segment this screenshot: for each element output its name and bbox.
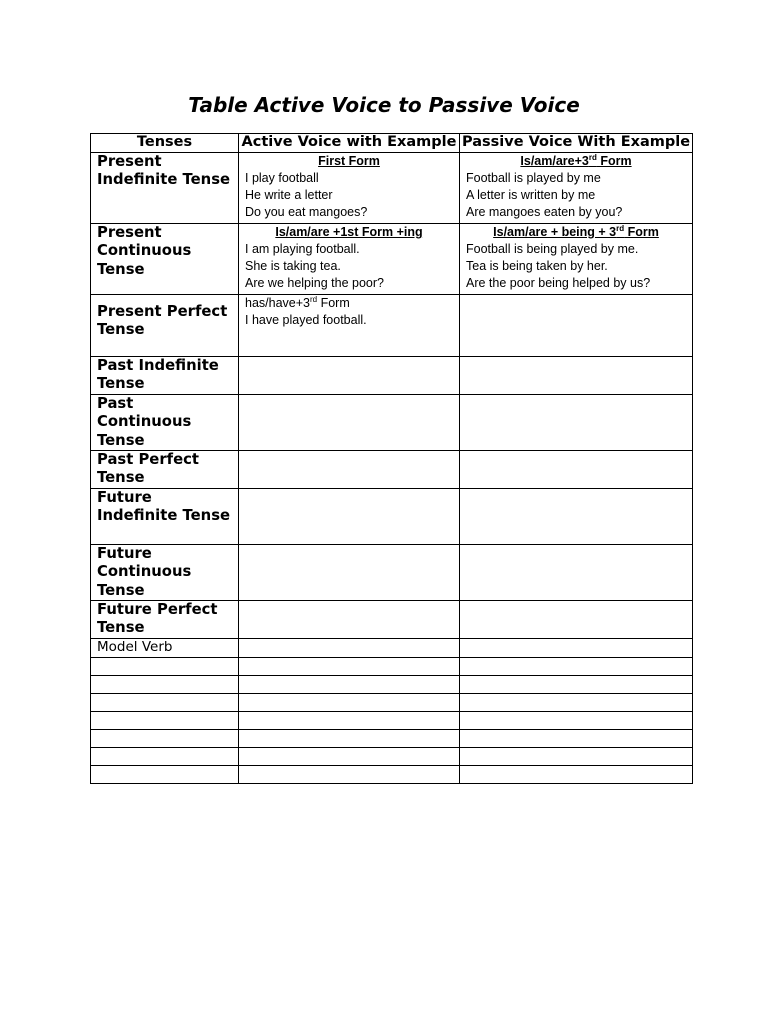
passive-rule: Is/am/are + being + 3rd Form [493, 223, 659, 239]
empty-row [91, 748, 693, 766]
tense-cell: Present Continuous Tense [91, 224, 239, 295]
empty-cell [460, 676, 693, 694]
empty-row [91, 730, 693, 748]
active-example-cell [239, 224, 460, 295]
active-example-line: I have played football. [245, 313, 367, 327]
empty-row [91, 676, 693, 694]
active-example-line: Do you eat mangoes? [245, 205, 368, 219]
table-row [91, 295, 693, 357]
empty-cell [460, 658, 693, 676]
header-active-voice: Active Voice with Example [239, 134, 460, 153]
passive-example-cell [460, 395, 693, 451]
tense-cell: Present Indefinite Tense [91, 153, 239, 224]
empty-row [91, 766, 693, 784]
empty-cell [91, 658, 239, 676]
tense-cell: Future Continuous Tense [91, 545, 239, 601]
empty-cell [239, 748, 460, 766]
empty-cell [239, 658, 460, 676]
tense-cell: Future Perfect Tense [91, 601, 239, 639]
empty-cell [460, 712, 693, 730]
active-example-line: I am playing football. [245, 242, 360, 256]
passive-example-line: Are mangoes eaten by you? [466, 205, 623, 219]
header-passive-voice: Passive Voice With Example [460, 134, 693, 153]
empty-cell [91, 730, 239, 748]
empty-row [91, 658, 693, 676]
empty-cell [239, 694, 460, 712]
empty-cell [91, 712, 239, 730]
empty-cell [239, 676, 460, 694]
tense-cell: Past Perfect Tense [91, 451, 239, 489]
active-example-line: She is taking tea. [245, 259, 341, 273]
tense-cell: Past Continuous Tense [91, 395, 239, 451]
active-example-cell [239, 395, 460, 451]
table-row [91, 395, 693, 451]
empty-cell [460, 766, 693, 784]
empty-row [91, 694, 693, 712]
table-row [91, 451, 693, 489]
empty-cell [460, 694, 693, 712]
empty-cell [91, 766, 239, 784]
active-example-cell [239, 545, 460, 601]
empty-cell [460, 730, 693, 748]
passive-example-cell [460, 601, 693, 639]
passive-example-line: Football is played by me [466, 171, 601, 185]
active-example-cell [239, 153, 460, 224]
empty-cell [239, 712, 460, 730]
tense-cell: Past Indefinite Tense [91, 357, 239, 395]
active-example-cell [239, 489, 460, 545]
passive-example-cell [460, 224, 693, 295]
passive-rule: Is/am/are+3rd Form [520, 152, 632, 168]
passive-example-cell [460, 545, 693, 601]
active-rule: Is/am/are +1st Form +ing [275, 225, 423, 239]
empty-cell [91, 748, 239, 766]
table-row [91, 639, 693, 658]
active-rule: First Form [318, 154, 380, 168]
table-header-row [91, 134, 693, 153]
tense-table [90, 133, 693, 784]
active-rule: has/have+3rd Form [245, 294, 350, 310]
passive-example-cell [460, 489, 693, 545]
empty-cell [239, 730, 460, 748]
table-row [91, 489, 693, 545]
table-row [91, 224, 693, 295]
passive-example-line: Football is being played by me. [466, 242, 639, 256]
passive-example-line: Tea is being taken by her. [466, 259, 608, 273]
table-row [91, 601, 693, 639]
passive-example-line: A letter is written by me [466, 188, 596, 202]
header-tenses: Tenses [91, 134, 239, 153]
table-row [91, 357, 693, 395]
table-row [91, 545, 693, 601]
active-example-cell [239, 357, 460, 395]
active-example-line: He write a letter [245, 188, 333, 202]
empty-cell [91, 694, 239, 712]
passive-example-cell [460, 451, 693, 489]
tense-cell: Future Indefinite Tense [91, 489, 239, 545]
active-example-cell [239, 451, 460, 489]
passive-example-cell [460, 153, 693, 224]
empty-cell [239, 766, 460, 784]
active-example-line: Are we helping the poor? [245, 276, 384, 290]
document-title: Table Active Voice to Passive Voice [188, 93, 580, 117]
active-example-line: I play football [245, 171, 319, 185]
active-example-cell [239, 295, 460, 357]
tense-cell: Model Verb [91, 639, 239, 658]
active-example-cell [239, 601, 460, 639]
passive-example-cell [460, 639, 693, 658]
active-example-cell [239, 639, 460, 658]
empty-row [91, 712, 693, 730]
passive-example-cell [460, 295, 693, 357]
table-row [91, 153, 693, 224]
passive-example-line: Are the poor being helped by us? [466, 276, 651, 290]
passive-example-cell [460, 357, 693, 395]
empty-cell [460, 748, 693, 766]
tense-cell: Present Perfect Tense [91, 295, 239, 357]
empty-cell [91, 676, 239, 694]
